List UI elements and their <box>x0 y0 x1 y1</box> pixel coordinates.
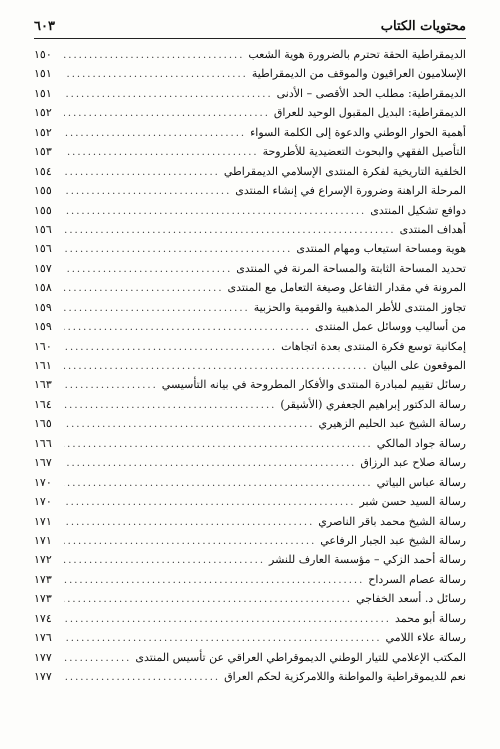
toc-entry-page: ١٦٤ <box>34 397 52 411</box>
toc-entry-page: ١٥١ <box>34 67 52 81</box>
dot-leader <box>64 260 232 279</box>
dot-leader <box>64 435 373 454</box>
toc-entry-page: ١٥٥ <box>34 203 52 217</box>
toc-entry-page: ١٦٣ <box>34 378 52 392</box>
toc-entry <box>34 453 466 472</box>
toc-entry-page: ١٧٠ <box>34 495 52 509</box>
toc-entry <box>34 259 466 278</box>
dot-leader <box>64 279 224 298</box>
dot-leader <box>64 357 368 376</box>
toc-entry-title: من أساليب ووسائل عمل المنتدى <box>315 320 466 334</box>
dot-leader <box>64 474 373 493</box>
toc-entry <box>34 356 466 375</box>
toc-entry <box>34 667 466 686</box>
toc-entry-title: رسالة عباس البياتي <box>376 475 466 489</box>
toc-entry-page: ١٥٥ <box>34 184 52 198</box>
dot-leader <box>64 493 355 512</box>
page-header <box>34 14 466 39</box>
dot-leader <box>64 415 315 434</box>
toc-entry <box>34 434 466 453</box>
running-title: محتويات الكتاب <box>380 19 466 34</box>
dot-leader <box>64 551 265 570</box>
dot-leader <box>64 104 270 123</box>
toc-entry-page: ١٧٧ <box>34 670 52 683</box>
toc-entry <box>34 414 466 433</box>
toc-entry <box>34 375 466 394</box>
dot-leader <box>64 221 396 240</box>
dot-leader <box>64 532 316 551</box>
toc-entry-title: المرحلة الراهنة وضرورة الإسراع في إنشاء المنتدى <box>235 184 466 198</box>
toc-entry-title: رسالة أحمد الزكي – مؤسسة العارف للنشر <box>269 553 466 567</box>
toc-entry <box>34 84 466 103</box>
toc-entry <box>34 337 466 356</box>
dot-leader <box>64 163 220 182</box>
toc-entry-title: تجاوز المنتدى للأطر المذهبية والقومية والحزبية <box>253 300 466 314</box>
toc-entry-page: ١٧٧ <box>34 650 52 664</box>
toc-entry-page: ١٧٤ <box>34 611 52 625</box>
toc-entry-title: المكتب الإعلامي للتيار الوطني الديموقراطي العراقي عن تأسيس المنتدى <box>135 650 466 664</box>
toc-entry <box>34 492 466 511</box>
toc-entry <box>34 181 466 200</box>
page-number: ٦٠٣ <box>34 19 55 34</box>
toc-entry-page: ١٦١ <box>34 359 52 372</box>
toc-entry-title: المرونة في مقدار التفاعل وصيغة التعامل مع المنتدى <box>227 281 466 295</box>
toc-entry <box>34 628 466 647</box>
toc-entry-title: رسالة الدكتور إبراهيم الجعفري (الأشيقر) <box>280 397 466 411</box>
toc-entry-page: ١٥٠ <box>34 48 52 61</box>
toc-entry-title: رسالة عصام السرداح <box>368 572 466 586</box>
toc-entry-page: ١٥٦ <box>34 242 52 256</box>
toc-entry-title: إمكانية توسع فكرة المنتدى بعدة اتجاهات <box>281 339 466 353</box>
dot-leader <box>64 46 244 65</box>
toc-entry <box>34 609 466 628</box>
toc-entry-page: ١٥١ <box>34 86 52 100</box>
toc-entry <box>34 395 466 414</box>
toc-entry-page: ١٥٢ <box>34 106 52 120</box>
toc-entry <box>34 531 466 550</box>
toc-entry-page: ١٧١ <box>34 514 52 528</box>
dot-leader <box>64 143 259 162</box>
toc-entry-title: رسالة صلاح عبد الرزاق <box>360 456 466 470</box>
toc-entry-title: رسائل تقييم لمبادرة المنتدى والأفكار المطروحة في بيانه التأسيسي <box>161 378 466 392</box>
toc-entry-title: رسائل د. أسعد الخفاجي <box>356 592 466 606</box>
toc-entry <box>34 648 466 667</box>
toc-entry <box>34 278 466 297</box>
toc-entry-page: ١٥٩ <box>34 300 52 314</box>
toc-entry-page: ١٥٦ <box>34 222 52 236</box>
dot-leader <box>64 454 356 473</box>
toc-entry-title: أهداف المنتدى <box>399 222 466 236</box>
toc-entry-page: ١٧٣ <box>34 572 52 586</box>
dot-leader <box>64 65 248 84</box>
dot-leader <box>64 649 131 668</box>
toc-entry <box>34 162 466 181</box>
toc-entry-title: تحديد المساحة الثابتة والمساحة المرنة في المنتدى <box>236 261 466 275</box>
dot-leader <box>64 124 246 143</box>
dot-leader <box>64 318 311 337</box>
toc-entry-page: ١٧٣ <box>34 592 52 606</box>
toc-entry-title: رسالة علاء اللامي <box>385 631 466 645</box>
dot-leader <box>64 376 158 395</box>
dot-leader <box>64 513 314 532</box>
toc-entry-title: الخلفية التاريخية لفكرة المنتدى الإسلامي الديمقراطي <box>223 164 466 178</box>
toc-entry-title: دوافع تشكيل المنتدى <box>370 203 466 217</box>
toc-entry <box>34 570 466 589</box>
toc-entry-title: التأصيل الفقهي والبحوث التعضيدية للأطروحة <box>262 145 466 159</box>
toc-entry-page: ١٦٥ <box>34 417 52 431</box>
toc-entry <box>34 589 466 608</box>
toc-entry-title: الديمقراطية: مطلب الحد الأقصى – الأدنى <box>276 86 466 100</box>
toc-entry-title: رسالة جواد المالكي <box>376 436 466 450</box>
toc-entry-title: أهمية الحوار الوطني والدعوة إلى الكلمة السواء <box>250 125 466 139</box>
dot-leader <box>64 610 391 629</box>
toc-entry-title: الإسلاميون العراقيون والموقف من الديمقراطية <box>251 67 466 81</box>
toc-entry <box>34 550 466 569</box>
toc-entry-title: الديمقراطية: البديل المقبول الوحيد للعراق <box>273 106 466 120</box>
toc-entry-page: ١٦٧ <box>34 456 52 470</box>
dot-leader <box>64 299 250 318</box>
toc-entry <box>34 64 466 83</box>
dot-leader <box>64 571 364 590</box>
toc-entry-page: ١٥٤ <box>34 164 52 178</box>
toc-entry <box>34 220 466 239</box>
toc-entry-title: رسالة الشيخ عبد الجبار الرفاعي <box>320 533 466 547</box>
toc-entry-page: ١٥٧ <box>34 261 52 275</box>
table-of-contents <box>34 45 466 686</box>
dot-leader <box>64 668 220 687</box>
toc-entry-title: رسالة السيد حسن شبر <box>359 495 466 509</box>
toc-entry <box>34 473 466 492</box>
dot-leader <box>64 338 277 357</box>
toc-entry-title: رسالة الشيخ محمد باقر الناصري <box>318 514 466 528</box>
toc-entry <box>34 201 466 220</box>
toc-entry <box>34 512 466 531</box>
toc-entry-page: ١٧١ <box>34 533 52 547</box>
dot-leader <box>64 182 231 201</box>
toc-entry-page: ١٧٢ <box>34 553 52 567</box>
toc-entry <box>34 45 466 64</box>
toc-entry-title: الموقعون على البيان <box>372 359 466 372</box>
toc-entry-page: ١٥٢ <box>34 125 52 139</box>
toc-entry <box>34 142 466 161</box>
dot-leader <box>64 396 276 415</box>
toc-entry-page: ١٧٦ <box>34 631 52 645</box>
toc-entry-page: ١٧٠ <box>34 475 52 489</box>
dot-leader <box>64 85 273 104</box>
toc-entry <box>34 103 466 122</box>
toc-entry-title: الديمقراطية الحقة تحترم بالضرورة هوية الشعب <box>248 48 466 61</box>
dot-leader <box>64 202 366 221</box>
toc-entry <box>34 239 466 258</box>
toc-entry <box>34 298 466 317</box>
dot-leader <box>64 590 352 609</box>
toc-entry-page: ١٥٨ <box>34 281 52 295</box>
toc-entry <box>34 317 466 336</box>
toc-entry-page: ١٥٣ <box>34 145 52 159</box>
toc-entry-title: نعم للديموقراطية والمواطنة واللامركزية لحكم العراق <box>224 670 466 683</box>
toc-entry-page: ١٦٠ <box>34 339 52 353</box>
dot-leader <box>64 629 382 648</box>
dot-leader <box>64 240 292 259</box>
toc-entry-page: ١٦٦ <box>34 436 52 450</box>
toc-entry-page: ١٥٩ <box>34 320 52 334</box>
toc-entry <box>34 123 466 142</box>
toc-entry-title: رسالة أبو محمد <box>394 611 466 625</box>
toc-entry-title: هوية ومساحة استيعاب ومهام المنتدى <box>296 242 466 256</box>
toc-entry-title: رسالة الشيخ عبد الحليم الزهيري <box>318 417 466 431</box>
